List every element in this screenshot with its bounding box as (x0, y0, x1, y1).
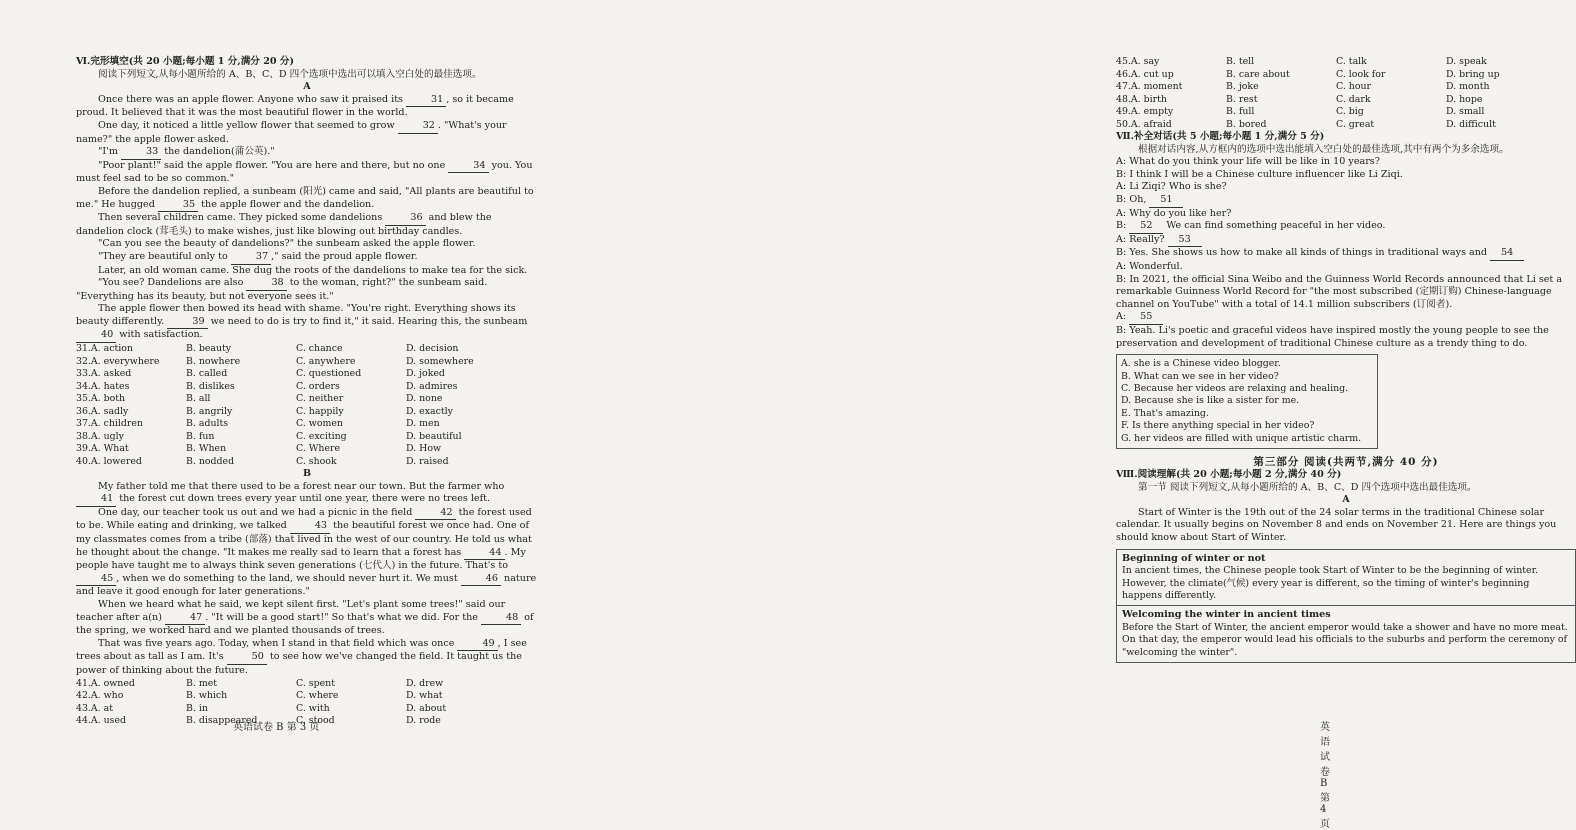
option-choice: C. great (1336, 118, 1375, 130)
answer-blank: 53 (1168, 234, 1202, 248)
part3-title: 第三部分 阅读(共两节,满分 40 分) (1253, 455, 1439, 468)
option-choice: D. admires (406, 380, 458, 392)
option-choice: B. in (186, 702, 208, 714)
option-choice: C. look for (1336, 68, 1386, 80)
section7-instructions: 根据对话内容,从方框内的选项中选出能填入空白处的最佳选项,其中有两个为多余选项。 (1138, 143, 1509, 155)
info-box (1116, 549, 1576, 664)
passage-a-p10: "You see? Dandelions are also 38 to the woman, right?" the sunbeam said. "Everything has its beauty, but not everyone sees it." (76, 277, 488, 302)
choice-option: C. Because her videos are relaxing and healing. (1121, 382, 1349, 394)
answer-blank: 42 (415, 507, 455, 521)
answer-blank: 48 (481, 612, 521, 626)
answer-blank: 36 (385, 212, 425, 226)
answer-blank: 47 (165, 612, 205, 626)
dialogue-line: B: I think I will be a Chinese culture influencer like Li Ziqi. (1116, 168, 1403, 180)
option-choice: C. neither (296, 393, 344, 405)
answer-blank: 35 (158, 199, 198, 213)
passage-a-p9: Later, an old woman came. She dug the roots of the dandelions to make tea for the sick. (98, 264, 528, 276)
option-choice: 43.A. at (76, 702, 113, 714)
option-choice: 34.A. hates (76, 380, 130, 392)
option-choice: C. dark (1336, 93, 1371, 105)
passage-a-p8: "They are beautiful only to 37 ," said the proud apple flower. (76, 251, 538, 265)
option-choice: D. month (1446, 81, 1490, 92)
option-choice: D. hope (1446, 93, 1483, 105)
reading-passage-label: A (1342, 494, 1350, 506)
option-choice: D. men (406, 418, 440, 430)
option-choice: D. small (1446, 106, 1485, 117)
option-choice: 47.A. moment (1116, 81, 1183, 92)
option-choice: 39.A. What (76, 443, 129, 455)
passage-a-p2: One day, it noticed a little yellow flower that seemed to grow 32 . "What's your name?" the apple flower asked. (76, 119, 507, 145)
option-choice: D. about (406, 702, 447, 714)
option-choice: D. drew (406, 677, 444, 689)
option-choice: D. bring up (1446, 68, 1500, 80)
choice-option: D. Because she is like a sister for me. (1121, 395, 1300, 407)
dialogue-line: B: Yes. She shows us how to make all kinds of things in traditional ways and 54 (1116, 247, 1576, 261)
info-section-2 (1117, 605, 1575, 662)
option-choice: B. bored (1226, 118, 1267, 130)
option-choice: 37.A. children (76, 418, 143, 430)
choice-option: A. she is a Chinese video blogger. (1121, 358, 1281, 370)
choice-option: G. her videos are filled with unique artistic charm. (1121, 432, 1362, 444)
answer-blank: 55 (1129, 311, 1163, 325)
answer-blank: 41 (76, 493, 116, 507)
option-choice: 50.A. afraid (1116, 118, 1172, 130)
option-choice: B. nowhere (186, 355, 241, 367)
option-choice: B. beauty (186, 343, 232, 355)
option-choice: C. with (296, 702, 330, 714)
option-choice: B. all (186, 393, 211, 405)
info-heading-1: Beginning of winter or not (1122, 552, 1266, 564)
passage-b-p3: When we heard what he said, we kept silent first. "Let's plant some trees!" said our teacher after a(n) 47 . "It will be a good start!" So that's what we did. For the 48 of the spring, we worked hard and we planted thousands of trees. (76, 599, 534, 637)
option-choice: 36.A. sadly (76, 405, 129, 417)
info-text-1: In ancient times, the Chinese people took Start of Winter to be the beginning of winter. However, the climate(气候) every year is different, so the timing of winter's beginning happens differently. (1122, 565, 1538, 601)
option-choice: B. angrily (186, 405, 233, 417)
option-choice: B. joke (1226, 81, 1259, 92)
dialogue-line: B: In 2021, the official Sina Weibo and the Guinness World Records announced that Li set a remarkable Guinness World Record for "the most subscribed (定期订购) Chinese-language channel on YouTube" with a total of 14.1 million subscribers (订阅者). (1116, 273, 1563, 310)
option-choice: B. When (186, 443, 227, 455)
option-choice: C. orders (296, 380, 340, 392)
dialogue-line: B: 52 We can find something peaceful in her video. (1116, 220, 1576, 234)
answer-blank: 38 (246, 277, 286, 291)
answer-blank: 37 (231, 251, 271, 265)
dialogue-line: B: Yeah. Li's poetic and graceful videos have inspired mostly the young people to see the preservation and development of traditional Chinese culture as a trendy thing to do. (1116, 324, 1549, 349)
info-text-2: Before the Start of Winter, the ancient emperor would take a shower and have no more meat. On that day, the emperor would lead his officials to the suburbs and perform the ceremony of "welcoming the winter". (1122, 621, 1568, 658)
right-column (1116, 56, 1576, 667)
option-choice: C. questioned (296, 368, 362, 380)
option-choice: B. full (1226, 106, 1255, 117)
options-31-40 (76, 343, 538, 468)
choice-option: E. That's amazing. (1121, 407, 1209, 419)
section8-instructions: 第一节 阅读下列短文,从每小题所给的 A、B、C、D 四个选项中选出最佳选项。 (1138, 481, 1477, 493)
passage-a-p1: Once there was an apple flower. Anyone who saw it praised its 31 , so it became proud. It believed that it was the most beautiful flower in the world. (76, 93, 514, 119)
option-choice: 40.A. lowered (76, 455, 142, 467)
choice-option: F. Is there anything special in her video? (1121, 420, 1315, 432)
option-choice: D. joked (406, 368, 445, 380)
option-choice: D. speak (1446, 56, 1487, 67)
answer-blank: 45 (76, 573, 116, 587)
option-choice: B. rest (1226, 93, 1258, 105)
answer-blank: 32 (398, 120, 438, 134)
answer-blank: 31 (406, 94, 446, 108)
option-choice: D. what (406, 690, 443, 702)
passage-a-label: A (303, 81, 311, 93)
passage-a-p11: The apple flower then bowed its head with shame. "You're right. Everything shows its beauty differently. 39 we need to do is try to find it," it said. Hearing this, the sunbeam 40 with satisfaction. (76, 303, 538, 343)
option-choice: 31.A. action (76, 343, 133, 355)
info-section-1 (1117, 550, 1575, 606)
dialogue-line: A: Wonderful. (1116, 260, 1183, 272)
option-choice: B. met (186, 677, 218, 689)
page-right (540, 0, 1568, 830)
answer-blank: 46 (461, 573, 501, 587)
option-choice: C. hour (1336, 81, 1372, 92)
option-choice: C. chance (296, 343, 343, 355)
passage-a-p7: "Can you see the beauty of dandelions?" the sunbeam asked the apple flower. (98, 238, 476, 250)
option-choice: C. happily (296, 405, 344, 417)
option-choice: B. care about (1226, 68, 1290, 80)
option-choice: C. where (296, 690, 339, 702)
dialogue (1116, 156, 1576, 350)
option-choice: C. exciting (296, 430, 347, 442)
answer-blank: 34 (448, 160, 488, 174)
choice-box (1116, 354, 1378, 449)
option-choice: B. which (186, 690, 228, 702)
dialogue-line: A: Li Ziqi? Who is she? (1116, 181, 1227, 193)
answer-blank: 54 (1490, 247, 1524, 261)
option-choice: B. tell (1226, 56, 1255, 67)
option-choice: C. Where (296, 443, 341, 455)
option-choice: 45.A. say (1116, 56, 1160, 67)
page-left (0, 0, 540, 764)
answer-blank: 33 (121, 146, 161, 160)
passage-b-p2: One day, our teacher took us out and we had a picnic in the field 42 the forest used to be. While eating and drinking, we talked 43 the beautiful forest we once had. One of my classmates comes from a tribe (部落) that lived in the west of our country. He told us what he thought about the change. "It makes me really sad to learn that a forest has 44 . My people have taught me to always think seven generations (七代人) in the future. That's to 45 , when we do something to the land, we should never hurt it. We must 46 nature and leave it good enough for later generations." (76, 506, 537, 598)
section7-title: Ⅶ.补全对话(共 5 小题;每小题 1 分,满分 5 分) (1116, 131, 1325, 142)
option-choice: B. disappeared (186, 715, 258, 727)
page-footer-right: 英语试卷 B 第 4 页 (1320, 722, 1330, 830)
option-choice: B. nodded (186, 455, 235, 467)
passage-a-p5: Before the dandelion replied, a sunbeam (阳光) came and said, "All plants are beautiful to me." He hugged 35 the apple flower and the dandelion. (76, 186, 538, 212)
option-choice: 44.A. used (76, 715, 127, 727)
page-footer-left: 英语试卷 B 第 3 页 (233, 722, 320, 733)
option-choice: D. decision (406, 343, 459, 355)
answer-blank: 40 (76, 329, 116, 343)
reading-intro: Start of Winter is the 19th out of the 24 solar terms in the traditional Chinese solar calendar. It usually begins on November 8 and ends on November 21. Here are things you should know about Start of Winter. (1116, 506, 1557, 543)
options-45-50 (1116, 56, 1576, 131)
option-choice: D. exactly (406, 405, 453, 417)
option-choice: 38.A. ugly (76, 430, 124, 442)
option-choice: C. women (296, 418, 343, 430)
option-choice: C. anywhere (296, 355, 356, 367)
dialogue-line: A: Really? 53 (1116, 234, 1576, 248)
passage-b-p4: That was five years ago. Today, when I stand in that field which was once 49 , I see trees about as tall as I am. It's 50 to see how we've changed the field. It taught us the power of thinking about the future. (76, 637, 527, 676)
option-choice: C. stood (296, 715, 335, 727)
option-choice: C. big (1336, 106, 1364, 117)
dialogue-line: A: 55 (1116, 311, 1576, 325)
passage-a-p4: "Poor plant!" said the apple flower. "You are here and there, but no one 34 you. You must feel sad to be so common." (76, 159, 533, 185)
option-choice: 48.A. birth (1116, 93, 1167, 105)
option-choice: D. none (406, 393, 443, 405)
answer-blank: 51 (1149, 194, 1183, 208)
option-choice: 41.A. owned (76, 677, 135, 689)
option-choice: 49.A. empty (1116, 106, 1174, 117)
option-choice: D. beautiful (406, 430, 462, 442)
option-choice: D. rode (406, 715, 441, 727)
info-heading-2: Welcoming the winter in ancient times (1122, 609, 1331, 621)
option-choice: C. talk (1336, 56, 1367, 67)
answer-blank: 39 (167, 316, 207, 330)
option-choice: 33.A. asked (76, 368, 132, 380)
option-choice: 35.A. both (76, 393, 126, 405)
answer-blank: 50 (227, 651, 267, 665)
option-choice: B. dislikes (186, 380, 235, 392)
option-choice: 46.A. cut up (1116, 68, 1174, 80)
option-choice: B. fun (186, 430, 215, 442)
left-column (76, 56, 538, 728)
option-choice: D. difficult (1446, 118, 1496, 130)
option-choice: 32.A. everywhere (76, 355, 160, 367)
section8-title: Ⅷ.阅读理解(共 20 小题;每小题 2 分,满分 40 分) (1116, 468, 1342, 480)
option-choice: D. How (406, 443, 441, 455)
passage-a-p3: "I'm 33 the dandelion(蒲公英)." (76, 146, 538, 160)
option-choice: D. somewhere (406, 355, 474, 367)
answer-blank: 49 (457, 638, 497, 652)
dialogue-line: B: Oh, 51 (1116, 194, 1576, 208)
answer-blank: 52 (1129, 220, 1163, 234)
option-choice: B. adults (186, 418, 229, 430)
option-choice: 42.A. who (76, 690, 124, 702)
option-choice: B. called (186, 368, 228, 380)
passage-b-p1: My father told me that there used to be a forest near our town. But the farmer who 41 the forest cut down trees every year until one year, there were no trees left. (76, 481, 538, 507)
option-choice: D. raised (406, 455, 449, 467)
dialogue-line: A: Why do you like her? (1116, 207, 1232, 219)
option-choice: C. shook (296, 455, 337, 467)
option-choice: C. spent (296, 677, 335, 689)
answer-blank: 44 (464, 547, 504, 561)
answer-blank: 43 (290, 520, 330, 534)
passage-a-p6: Then several children came. They picked some dandelions 36 and blew the dandelion clock (茸毛头) to make wishes, just like blowing out birthday candles. (76, 212, 492, 237)
section6-instructions: 阅读下列短文,从每小题所给的 A、B、C、D 四个选项中选出可以填入空白处的最佳选项。 (98, 68, 482, 80)
section6-title: Ⅵ.完形填空(共 20 小题;每小题 1 分,满分 20 分) (76, 56, 295, 67)
dialogue-line: A: What do you think your life will be like in 10 years? (1116, 156, 1380, 168)
choice-option: B. What can we see in her video? (1121, 370, 1279, 382)
passage-b-label: B (302, 468, 312, 480)
